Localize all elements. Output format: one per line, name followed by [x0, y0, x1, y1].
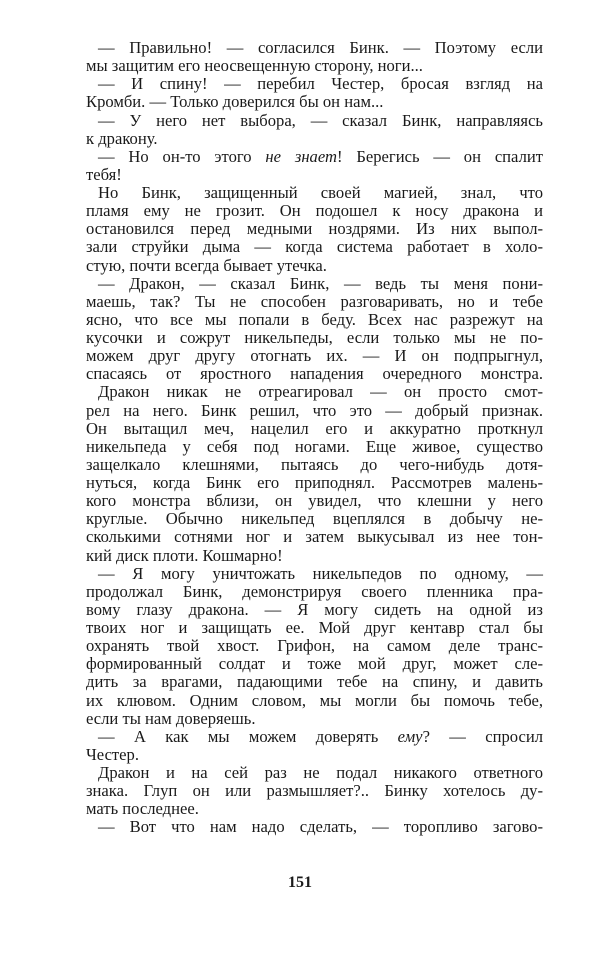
- text-segment: ! Берегись — он спалит: [336, 146, 543, 166]
- page-number: 151: [288, 874, 312, 891]
- text-line: [86, 710, 543, 728]
- text-line: [86, 655, 543, 673]
- text-line: [86, 782, 543, 800]
- text-segment: знака. Глуп он или размышляет?.. Бинку хотелось ду-: [86, 781, 543, 801]
- text-segment: ? — спросил: [422, 726, 543, 746]
- text-segment: Честер.: [86, 744, 139, 764]
- text-segment: Кромби. — Только доверился бы он нам...: [86, 92, 384, 112]
- text-segment: ясно, что все мы попали в беду. Всех нас разрежут на: [86, 309, 543, 329]
- page-body-text: [86, 39, 543, 837]
- text-line: [86, 764, 543, 782]
- italic-text: не знает: [265, 146, 337, 166]
- text-segment: — А как мы можем доверять: [98, 726, 398, 746]
- text-line: [86, 39, 543, 57]
- text-line: [86, 420, 543, 438]
- text-line: [86, 202, 543, 220]
- text-segment: к дракону.: [86, 128, 158, 148]
- text-line: [86, 746, 543, 764]
- text-line: [86, 184, 543, 202]
- text-line: [86, 547, 543, 565]
- text-line: [86, 293, 543, 311]
- text-line: [86, 492, 543, 510]
- text-segment: мать последнее.: [86, 799, 199, 819]
- text-segment: — Дракон, — сказал Бинк, — ведь ты меня пони-: [98, 273, 543, 293]
- text-segment: твоих ног и защищать ее. Мой друг кентавр стал бы: [86, 618, 543, 637]
- text-segment: кусочки и сожрут никельпеды, если только мы не по-: [86, 328, 543, 347]
- text-segment: дить за врагами, падающими тебе на спину, и давить: [86, 672, 543, 692]
- text-line: [86, 365, 543, 383]
- text-line: [86, 148, 543, 166]
- italic-text: ему: [397, 726, 423, 746]
- text-line: [86, 220, 543, 238]
- text-line: [86, 238, 543, 256]
- text-line: [86, 510, 543, 528]
- text-line: [86, 93, 543, 111]
- text-line: [86, 75, 543, 93]
- text-line: [86, 257, 543, 275]
- text-segment: Дракон никак не отреагировал — он просто смот-: [98, 382, 543, 402]
- text-line: [86, 565, 543, 583]
- text-segment: кий диск плоти. Кошмарно!: [86, 545, 283, 565]
- text-line: [86, 528, 543, 546]
- text-segment: охранять твой хвост. Грифон, на самом деле транс-: [86, 636, 543, 656]
- text-segment: — Правильно! — согласился Бинк. — Поэтому если: [98, 38, 543, 57]
- text-segment: мы защитим его неосвещенную сторону, ноги...: [86, 56, 423, 76]
- text-line: [86, 112, 543, 130]
- text-segment: Он вытащил меч, нацелил его и аккуратно проткнул: [86, 418, 543, 438]
- text-segment: вому глазу дракона. — Я могу сидеть на одной из: [86, 599, 543, 619]
- text-segment: стую, почти всегда бывает утечка.: [86, 255, 327, 275]
- text-segment: если ты нам доверяешь.: [86, 708, 256, 728]
- text-line: [86, 402, 543, 420]
- text-segment: сколькими сотнями ног и затем выкусывал из нее тон-: [86, 527, 543, 547]
- text-segment: спасаясь от яростного нападения очередного монстра.: [86, 364, 543, 384]
- text-segment: круглые. Обычно никельпед вцеплялся в добычу не-: [86, 509, 543, 529]
- text-line: [86, 818, 543, 836]
- text-line: [86, 57, 543, 75]
- text-segment: Но Бинк, защищенный своей магией, знал, что: [98, 183, 543, 202]
- text-line: [86, 692, 543, 710]
- text-segment: никельпеда у себя под ногами. Еще живое, существо: [86, 436, 543, 456]
- text-segment: формированный солдат и тоже мой друг, может сле-: [86, 654, 543, 674]
- text-line: [86, 474, 543, 492]
- text-segment: тебя!: [86, 164, 122, 184]
- text-line: [86, 166, 543, 184]
- text-line: [86, 438, 543, 456]
- text-segment: — Но он-то этого: [98, 146, 266, 166]
- text-line: [86, 329, 543, 347]
- text-line: [86, 800, 543, 818]
- text-segment: маешь, так? Ты не способен разговаривать, но и тебе: [86, 291, 543, 311]
- text-line: [86, 383, 543, 401]
- text-segment: — И спину! — перебил Честер, бросая взгляд на: [98, 74, 543, 94]
- text-line: [86, 275, 543, 293]
- text-segment: — Я могу уничтожать никельпедов по одному, —: [98, 563, 543, 583]
- text-segment: кого монстра вблизи, он увидел, что клешни у него: [86, 491, 543, 511]
- text-line: [86, 637, 543, 655]
- text-line: [86, 601, 543, 619]
- text-segment: рел на него. Бинк решил, что это — добрый признак.: [86, 400, 543, 420]
- text-segment: зали струйки дыма — когда система работает в холо-: [86, 237, 543, 257]
- text-line: [86, 619, 543, 637]
- text-segment: защелкало клешнями, пытаясь до чего-нибудь дотя-: [86, 454, 543, 474]
- text-segment: — У него нет выбора, — сказал Бинк, направляясь: [98, 110, 543, 130]
- text-segment: остановился перед медными ноздрями. Из них выпол-: [86, 219, 543, 239]
- text-segment: — Вот что нам надо сделать, — торопливо загово-: [98, 817, 543, 837]
- text-segment: можем друг другу отогнать их. — И он подпрыгнул,: [86, 346, 543, 366]
- text-segment: продолжал Бинк, демонстрируя своего пленника пра-: [86, 581, 543, 601]
- text-segment: Дракон и на сей раз не подал никакого ответного: [98, 763, 543, 782]
- text-line: [86, 311, 543, 329]
- text-segment: их клювом. Одним словом, мы могли бы помочь тебе,: [86, 690, 543, 710]
- text-line: [86, 456, 543, 474]
- text-line: [86, 130, 543, 148]
- text-segment: пламя ему не грозит. Он подошел к носу дракона и: [86, 201, 543, 221]
- text-line: [86, 673, 543, 691]
- text-segment: нуться, когда Бинк его приподнял. Рассмотрев малень-: [86, 473, 543, 492]
- text-line: [86, 583, 543, 601]
- text-line: [86, 728, 543, 746]
- text-line: [86, 347, 543, 365]
